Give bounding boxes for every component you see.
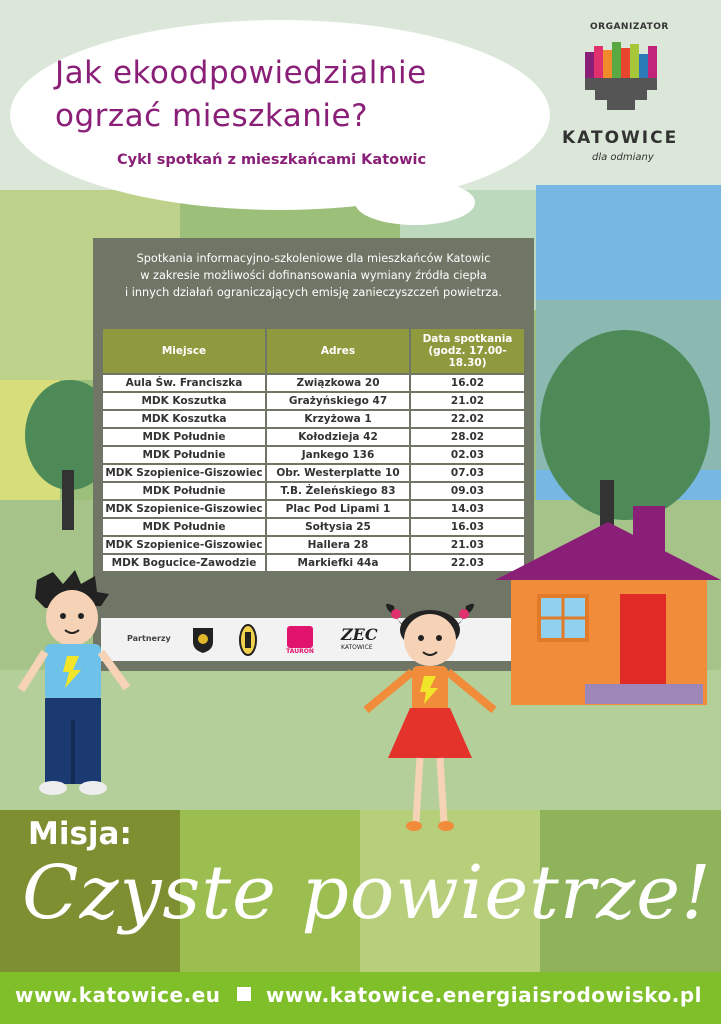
- cell-address: Hallera 28: [267, 537, 409, 553]
- footer-separator: [237, 987, 251, 1001]
- headline: [55, 52, 475, 138]
- headline-line2: ogrzać mieszkanie?: [55, 98, 369, 134]
- cell-address: Krzyżowa 1: [267, 411, 409, 427]
- cell-address: Obr. Westerplatte 10: [267, 465, 409, 481]
- partner-tauron-logo: [283, 626, 317, 655]
- cell-date: 09.03: [411, 483, 524, 499]
- cell-place: MDK Bogucice-Zawodzie: [103, 555, 265, 571]
- cell-address: Markiefki 44a: [267, 555, 409, 571]
- cell-place: MDK Koszutka: [103, 411, 265, 427]
- cell-address: Kołodzieja 42: [267, 429, 409, 445]
- table-row: [103, 447, 524, 463]
- header-date-label: Data spotkania: [422, 333, 513, 345]
- cell-place: Aula Św. Franciszka: [103, 375, 265, 391]
- table-row: [103, 465, 524, 481]
- cell-date: 21.03: [411, 537, 524, 553]
- headline-line1: Jak ekoodpowiedzialnie: [55, 55, 427, 91]
- cell-address: Plac Pod Lipami 1: [267, 501, 409, 517]
- tree-right: [540, 330, 710, 520]
- table-row: [103, 429, 524, 445]
- table-row: [103, 519, 524, 535]
- tauron-label: TAURON: [286, 648, 314, 655]
- zec-city-label: KATOWICE: [341, 644, 373, 651]
- cell-address: Grażyńskiego 47: [267, 393, 409, 409]
- cell-date: 16.02: [411, 375, 524, 391]
- table-row: [103, 375, 524, 391]
- cell-date: 14.03: [411, 501, 524, 517]
- cell-date: 07.03: [411, 465, 524, 481]
- table-row: [103, 501, 524, 517]
- cell-address: Związkowa 20: [267, 375, 409, 391]
- header-place: Miejsce: [103, 329, 265, 373]
- mission-label: Misja:: [28, 816, 132, 852]
- cell-date: 22.03: [411, 555, 524, 571]
- mission-slogan: Czyste powietrze!: [22, 850, 712, 936]
- headline-subtitle: Cykl spotkań z mieszkańcami Katowic: [117, 152, 427, 168]
- partner-gks-crest-icon: [191, 626, 215, 658]
- cell-place: MDK Południe: [103, 447, 265, 463]
- organizer-tagline: dla odmiany: [592, 152, 654, 163]
- cell-place: MDK Szopienice-Giszowiec: [103, 501, 265, 517]
- intro-line3: i innych działań ograniczających emisję zanieczyszczeń powietrza.: [125, 286, 502, 299]
- intro-line1: Spotkania informacyjno-szkoleniowe dla mieszkańców Katowic: [136, 252, 491, 265]
- table-row: [103, 483, 524, 499]
- zec-label: ZEC: [341, 625, 378, 644]
- table-row: [103, 537, 524, 553]
- cell-place: MDK Południe: [103, 519, 265, 535]
- intro-line2: w zakresie możliwości dofinansowania wymiany źródła ciepła: [140, 269, 487, 282]
- cell-date: 16.03: [411, 519, 524, 535]
- cell-place: MDK Koszutka: [103, 393, 265, 409]
- cell-place: MDK Szopienice-Giszowiec: [103, 537, 265, 553]
- tree-left-trunk: [62, 470, 74, 530]
- organizer-name: KATOWICE: [562, 128, 679, 148]
- organizer-label: ORGANIZATOR: [590, 22, 669, 32]
- table-row: [103, 411, 524, 427]
- table-row: [103, 393, 524, 409]
- cell-date: 22.02: [411, 411, 524, 427]
- girl-illustration: [360, 600, 500, 844]
- boy-illustration: [15, 570, 135, 804]
- cell-address: Jankego 136: [267, 447, 409, 463]
- cell-date: 28.02: [411, 429, 524, 445]
- header-date-hours: (godz. 17.00-18.30): [428, 345, 507, 369]
- panel-intro: [93, 250, 534, 301]
- schedule-table: [101, 327, 526, 573]
- footer-link-katowice[interactable]: www.katowice.eu: [15, 983, 221, 1007]
- header-date: [411, 329, 524, 373]
- table-row: [103, 555, 524, 571]
- cell-place: MDK Południe: [103, 429, 265, 445]
- cell-date: 02.03: [411, 447, 524, 463]
- cloud-small: [355, 180, 475, 225]
- table-header-row: [103, 329, 524, 373]
- footer-link-energia[interactable]: www.katowice.energiaisrodowisko.pl: [266, 983, 703, 1007]
- tauron-icon: [287, 626, 313, 648]
- cell-place: MDK Południe: [103, 483, 265, 499]
- cell-address: Sołtysia 25: [267, 519, 409, 535]
- partners-label: Partnerzy: [127, 634, 171, 643]
- katowice-logo-icon: [585, 40, 660, 124]
- cell-address: T.B. Żeleńskiego 83: [267, 483, 409, 499]
- partner-club-crest-icon: [239, 624, 257, 660]
- cell-place: MDK Szopienice-Giszowiec: [103, 465, 265, 481]
- cell-date: 21.02: [411, 393, 524, 409]
- house-illustration: [495, 500, 721, 714]
- header-address: Adres: [267, 329, 409, 373]
